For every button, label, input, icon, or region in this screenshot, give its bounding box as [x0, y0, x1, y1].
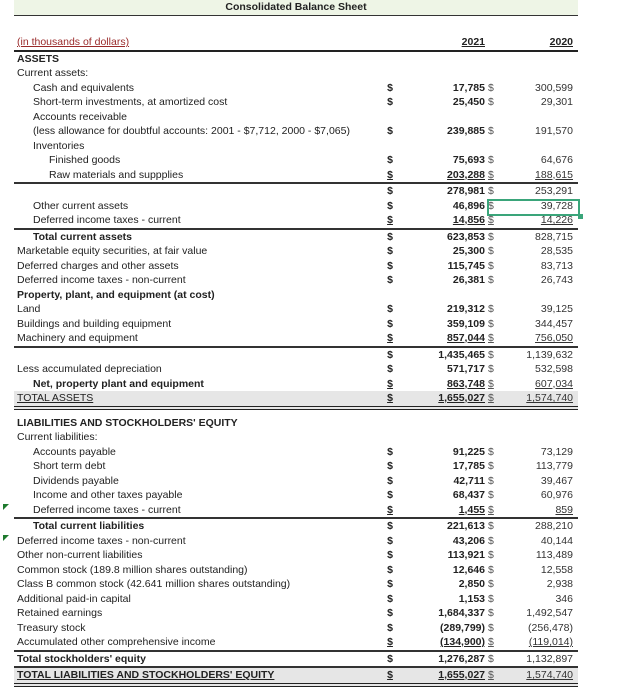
row-label[interactable]: Other current assets [33, 199, 129, 212]
row-label[interactable]: TOTAL ASSETS [17, 392, 94, 404]
row-label[interactable]: Common stock (189.8 million shares outstanding) [17, 563, 248, 576]
row-label[interactable]: Treasury stock [17, 621, 86, 634]
value-2021[interactable]: 221,613 [447, 520, 485, 532]
table-row [14, 52, 578, 67]
value-2020[interactable]: 828,715 [535, 230, 573, 243]
table-row [14, 110, 578, 125]
row-label[interactable]: Accounts payable [33, 445, 116, 458]
row-label[interactable]: Current assets: [17, 67, 89, 79]
dollar-sign-2020[interactable]: $ [488, 363, 494, 375]
dollar-sign-2020[interactable]: $ [488, 259, 494, 272]
dollar-sign-2020[interactable]: $ [488, 392, 494, 404]
value-2021[interactable]: 1,435,465 [438, 348, 485, 361]
value-2021[interactable]: 857,044 [447, 332, 485, 344]
table-row [14, 230, 578, 245]
dollar-sign-2021[interactable]: $ [387, 125, 393, 137]
dollar-sign-2020[interactable]: $ [488, 317, 494, 330]
value-2021[interactable]: 14,856 [452, 214, 485, 226]
dollar-sign-2020[interactable]: $ [488, 445, 494, 458]
table-row [14, 139, 578, 154]
table-row [14, 488, 578, 503]
value-2020[interactable]: 14,226 [540, 214, 573, 226]
dollar-sign-2021[interactable]: $ [387, 474, 393, 487]
units-label: (in thousands of dollars) [17, 36, 130, 48]
dollar-sign-2020[interactable]: $ [488, 348, 494, 361]
dollar-sign-2021[interactable]: $ [387, 445, 393, 458]
row-label[interactable]: Class B common stock (42.641 million shares outstanding) [17, 578, 291, 590]
dollar-sign-2021[interactable]: $ [387, 377, 393, 390]
value-2020[interactable]: 1,139,632 [526, 348, 573, 361]
row-label[interactable]: Property, plant, and equipment (at cost) [17, 288, 215, 301]
dollar-sign-2020[interactable]: $ [488, 245, 494, 257]
value-2020[interactable]: (256,478) [528, 621, 573, 634]
dollar-sign-2020[interactable]: $ [488, 274, 494, 286]
row-label[interactable]: Deferred income taxes - non-current [17, 274, 186, 286]
value-2020[interactable]: 1,574,740 [526, 669, 573, 681]
value-2021[interactable]: 359,109 [447, 317, 485, 330]
value-2021[interactable]: 239,885 [447, 125, 485, 137]
value-2020[interactable]: 2,938 [546, 578, 573, 590]
value-2020[interactable]: 113,489 [535, 549, 573, 561]
value-2020[interactable]: 73,129 [540, 445, 573, 458]
table-row [14, 288, 578, 303]
row-label[interactable]: Finished goods [49, 154, 121, 166]
dollar-sign-2021[interactable]: $ [387, 578, 393, 590]
dollar-sign-2020[interactable]: $ [488, 230, 494, 243]
dollar-sign-2021[interactable]: $ [387, 154, 393, 166]
value-2020[interactable]: 40,144 [540, 534, 573, 547]
value-2020[interactable]: 756,050 [535, 332, 573, 344]
value-2021[interactable]: 68,437 [452, 489, 485, 501]
dollar-sign-2020[interactable]: $ [488, 185, 494, 197]
dollar-sign-2021[interactable]: $ [387, 199, 393, 212]
table-row [14, 259, 578, 274]
dollar-sign-2020[interactable]: $ [488, 636, 494, 648]
table-row [14, 184, 578, 199]
table-row [14, 124, 578, 139]
row-label[interactable]: Total current assets [33, 230, 133, 243]
dollar-sign-2021[interactable]: $ [387, 636, 393, 648]
row-label[interactable]: Total current liabilities [33, 520, 145, 532]
table-row [14, 445, 578, 460]
value-2021[interactable]: 1,655,027 [438, 669, 485, 681]
dollar-sign-2020[interactable]: $ [488, 154, 494, 166]
row-label[interactable]: Accounts receivable [33, 110, 127, 123]
table-row [14, 168, 578, 185]
balance-sheet-table [14, 35, 578, 687]
row-label[interactable]: Land [17, 303, 41, 315]
value-2021[interactable]: 863,748 [447, 377, 485, 390]
table-row [14, 621, 578, 636]
value-2020[interactable]: 26,743 [540, 274, 573, 286]
dollar-sign-2020[interactable]: $ [488, 652, 494, 665]
value-2021[interactable]: 17,785 [452, 460, 485, 472]
value-2020[interactable]: 188,615 [535, 168, 573, 181]
table-row [14, 317, 578, 332]
table-row [14, 563, 578, 578]
dollar-sign-2021[interactable]: $ [387, 332, 393, 344]
table-row [14, 81, 578, 96]
comment-indicator-icon[interactable] [3, 504, 9, 510]
value-2020[interactable]: 64,676 [540, 154, 573, 166]
dollar-sign-2020[interactable]: $ [488, 549, 494, 561]
dollar-sign-2020[interactable]: $ [488, 563, 494, 576]
value-2021[interactable]: 113,921 [447, 549, 485, 561]
dollar-sign-2021[interactable]: $ [387, 245, 393, 257]
dollar-sign-2021[interactable]: $ [387, 214, 393, 226]
value-2021[interactable]: 623,853 [447, 230, 485, 243]
dollar-sign-2021[interactable]: $ [387, 652, 393, 665]
value-2021[interactable]: (289,799) [440, 621, 485, 634]
value-2020[interactable]: 607,034 [535, 377, 573, 390]
value-2020[interactable]: 83,713 [540, 259, 573, 272]
table-row [14, 377, 578, 392]
dollar-sign-2020[interactable]: $ [488, 460, 494, 472]
value-2021[interactable]: 75,693 [452, 154, 485, 166]
dollar-sign-2021[interactable]: $ [387, 549, 393, 561]
value-2021[interactable]: 1,153 [458, 592, 485, 605]
row-label[interactable]: Short-term investments, at amortized cost [33, 96, 228, 108]
dollar-sign-2021[interactable]: $ [387, 363, 393, 375]
value-2020[interactable]: 532,598 [535, 363, 573, 375]
row-label[interactable]: Inventories [33, 139, 85, 152]
row-label[interactable]: Marketable equity securities, at fair value [17, 245, 208, 257]
table-row [14, 459, 578, 474]
value-2020[interactable]: 39,467 [540, 474, 573, 487]
value-2021[interactable]: 571,717 [447, 363, 485, 375]
row-label[interactable]: Deferred charges and other assets [17, 259, 179, 272]
value-2020[interactable]: 1,574,740 [526, 392, 573, 404]
value-2021[interactable]: 91,225 [452, 445, 485, 458]
value-2021[interactable]: (134,900) [440, 636, 485, 648]
dollar-sign-2021[interactable]: $ [387, 592, 393, 605]
sheet-title: Consolidated Balance Sheet [14, 0, 578, 16]
row-label[interactable]: Accumulated other comprehensive income [17, 636, 216, 648]
column-header-2021[interactable]: 2021 [461, 36, 485, 48]
table-row [14, 548, 578, 563]
dollar-sign-2020[interactable]: $ [488, 503, 494, 516]
dollar-sign-2021[interactable]: $ [387, 621, 393, 634]
value-2020[interactable]: 39,125 [540, 303, 573, 315]
dollar-sign-2020[interactable]: $ [488, 669, 494, 681]
row-label[interactable]: TOTAL LIABILITIES AND STOCKHOLDERS' EQUITY [17, 669, 275, 681]
value-2021[interactable]: 12,646 [452, 563, 485, 576]
dollar-sign-2021[interactable]: $ [387, 96, 393, 108]
row-label[interactable]: Short term debt [33, 460, 106, 472]
dollar-sign-2021[interactable]: $ [387, 669, 393, 681]
dollar-sign-2021[interactable]: $ [387, 489, 393, 501]
table-row [14, 577, 578, 592]
value-2021[interactable]: 46,896 [452, 199, 485, 212]
dollar-sign-2020[interactable]: $ [488, 214, 494, 226]
value-2020[interactable]: 288,210 [535, 520, 573, 532]
table-row [14, 416, 578, 431]
table-row [14, 348, 578, 363]
row-label[interactable]: ASSETS [17, 52, 60, 65]
value-2021[interactable]: 25,450 [452, 96, 485, 108]
table-row [14, 652, 578, 669]
table-row [14, 503, 578, 520]
dollar-sign-2021[interactable]: $ [387, 460, 393, 472]
value-2020[interactable]: 12,558 [540, 563, 573, 576]
dollar-sign-2021[interactable]: $ [387, 168, 393, 181]
dollar-sign-2021[interactable]: $ [387, 534, 393, 547]
row-label[interactable]: Income and other taxes payable [33, 489, 183, 501]
row-label[interactable]: Dividends payable [33, 474, 119, 487]
dollar-sign-2021[interactable]: $ [387, 230, 393, 243]
dollar-sign-2021[interactable]: $ [387, 348, 393, 361]
value-2021[interactable]: 278,981 [447, 185, 485, 197]
value-2020[interactable]: 28,535 [540, 245, 573, 257]
value-2020[interactable]: 344,457 [535, 317, 573, 330]
table-row [14, 273, 578, 288]
table-row [14, 606, 578, 621]
dollar-sign-2021[interactable]: $ [387, 317, 393, 330]
dollar-sign-2020[interactable]: $ [488, 81, 494, 94]
table-row [14, 302, 578, 317]
dollar-sign-2020[interactable]: $ [488, 489, 494, 501]
table-row [14, 153, 578, 168]
row-label[interactable]: Total stockholders' equity [17, 652, 146, 665]
value-2021[interactable]: 42,711 [453, 474, 485, 487]
row-label[interactable]: Cash and equivalents [33, 81, 134, 94]
header-row [14, 35, 578, 52]
dollar-sign-2021[interactable]: $ [387, 563, 393, 576]
column-header-2020[interactable]: 2020 [549, 36, 573, 48]
value-2020[interactable]: 39,728 [540, 199, 573, 212]
dollar-sign-2021[interactable]: $ [387, 392, 393, 404]
table-row [14, 95, 578, 110]
dollar-sign-2021[interactable]: $ [387, 81, 393, 94]
table-row [14, 635, 578, 652]
dollar-sign-2020[interactable]: $ [488, 578, 494, 590]
dollar-sign-2020[interactable]: $ [488, 168, 494, 181]
dollar-sign-2021[interactable]: $ [387, 185, 393, 197]
value-2020[interactable]: 1,132,897 [526, 652, 573, 665]
table-row [14, 362, 578, 377]
value-2020[interactable]: 300,599 [535, 81, 573, 94]
value-2020[interactable]: 29,301 [540, 96, 573, 108]
row-label[interactable]: Buildings and building equipment [17, 317, 172, 330]
value-2020[interactable]: 191,570 [535, 125, 573, 137]
dollar-sign-2020[interactable]: $ [488, 592, 494, 605]
value-2021[interactable]: 43,206 [452, 534, 485, 547]
dollar-sign-2020[interactable]: $ [488, 534, 494, 547]
value-2021[interactable]: 115,745 [447, 259, 485, 272]
table-row [14, 213, 578, 230]
row-label[interactable]: Raw materials and suppplies [49, 168, 184, 181]
dollar-sign-2021[interactable]: $ [387, 503, 393, 516]
row-label[interactable]: Net, property plant and equipment [33, 377, 204, 390]
dollar-sign-2020[interactable]: $ [488, 474, 494, 487]
value-2021[interactable]: 2,850 [458, 578, 485, 590]
row-label[interactable]: Deferred income taxes - current [33, 503, 181, 516]
value-2020[interactable]: 60,976 [540, 489, 573, 501]
value-2020[interactable]: 346 [555, 592, 573, 605]
table-row [14, 519, 578, 534]
table-row [14, 199, 578, 214]
dollar-sign-2021[interactable]: $ [387, 274, 393, 286]
row-label[interactable]: (less allowance for doubtful accounts: 2001 - $7,712, 2000 - $7,065) [33, 125, 350, 137]
value-2021[interactable]: 203,288 [447, 168, 485, 181]
row-label[interactable]: Current liabilities: [17, 431, 98, 443]
table-row [14, 668, 578, 687]
table-row [14, 430, 578, 445]
value-2021[interactable]: 17,785 [452, 81, 485, 94]
dollar-sign-2020[interactable]: $ [488, 377, 494, 390]
table-row [14, 592, 578, 607]
comment-indicator-icon[interactable] [3, 535, 9, 541]
value-2020[interactable]: 113,779 [535, 460, 573, 472]
value-2021[interactable]: 1,684,337 [438, 607, 485, 619]
table-row [14, 534, 578, 549]
value-2021[interactable]: 1,276,287 [438, 652, 485, 665]
value-2021[interactable]: 1,655,027 [438, 392, 485, 404]
dollar-sign-2021[interactable]: $ [387, 303, 393, 315]
row-label[interactable]: Other non-current liabilities [17, 549, 143, 561]
dollar-sign-2021[interactable]: $ [387, 259, 393, 272]
value-2020[interactable]: 859 [555, 503, 573, 516]
row-label[interactable]: Additional paid-in capital [17, 592, 131, 605]
table-row [14, 244, 578, 259]
dollar-sign-2020[interactable]: $ [488, 199, 494, 212]
value-2020[interactable]: 1,492,547 [526, 607, 573, 619]
value-2020[interactable]: 253,291 [535, 185, 573, 197]
table-row [14, 474, 578, 489]
table-row [14, 331, 578, 348]
value-2021[interactable]: 1,455 [458, 503, 485, 516]
row-label[interactable]: Deferred income taxes - non-current [17, 534, 186, 547]
dollar-sign-2020[interactable]: $ [488, 621, 494, 634]
dollar-sign-2020[interactable]: $ [488, 607, 494, 619]
dollar-sign-2020[interactable]: $ [488, 125, 494, 137]
value-2021[interactable]: 26,381 [452, 274, 485, 286]
dollar-sign-2020[interactable]: $ [488, 303, 494, 315]
value-2021[interactable]: 219,312 [447, 303, 485, 315]
dollar-sign-2021[interactable]: $ [387, 520, 393, 532]
value-2020[interactable]: (119,014) [528, 636, 573, 648]
dollar-sign-2021[interactable]: $ [387, 607, 393, 619]
value-2021[interactable]: 25,300 [452, 245, 485, 257]
dollar-sign-2020[interactable]: $ [488, 332, 494, 344]
row-label[interactable]: Retained earnings [17, 607, 103, 619]
table-row [14, 391, 578, 410]
dollar-sign-2020[interactable]: $ [488, 96, 494, 108]
row-label[interactable]: LIABILITIES AND STOCKHOLDERS' EQUITY [17, 416, 238, 429]
dollar-sign-2020[interactable]: $ [488, 520, 494, 532]
table-row [14, 66, 578, 81]
row-label[interactable]: Less accumulated depreciation [17, 363, 162, 375]
row-label[interactable]: Deferred income taxes - current [33, 214, 181, 226]
row-label[interactable]: Machinery and equipment [17, 332, 138, 344]
